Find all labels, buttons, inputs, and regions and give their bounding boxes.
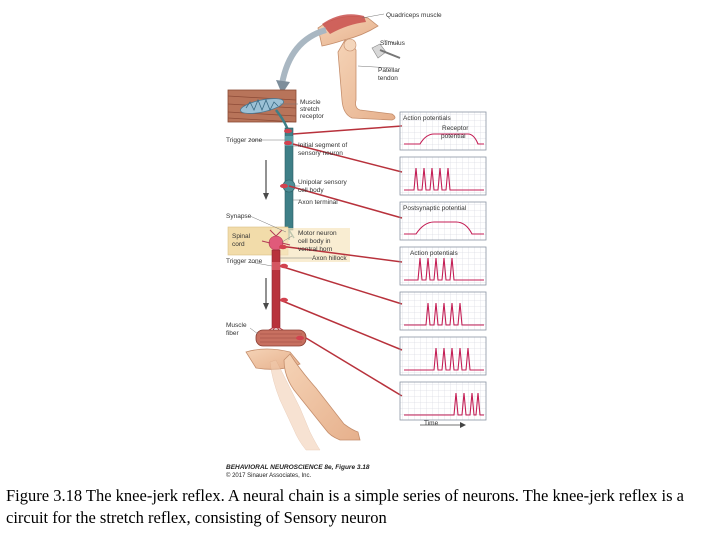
label-time: Time (424, 420, 439, 427)
label-spinal: Spinal (232, 233, 251, 240)
stretch-receptor-illustration (228, 90, 296, 122)
label-receptor: receptor (300, 113, 324, 120)
figure-credit-title: BEHAVIORAL NEUROSCIENCE 8e, Figure 3.18 (226, 464, 370, 471)
label-cell-body: cell body (298, 187, 324, 194)
label-unipolar-sensory: Unipolar sensory (298, 179, 347, 186)
label-synapse: Synapse (226, 213, 252, 220)
lower-leg-illustration (246, 349, 360, 450)
label-motor-neuron: Motor neuron (298, 230, 337, 237)
label-fiber: fiber (226, 330, 239, 337)
panel-sensory-action-potentials (400, 157, 486, 195)
zoom-arrow (282, 30, 326, 84)
label-action-potentials-motor: Action potentials (410, 250, 458, 257)
label-stimulus: Stimulus (380, 40, 405, 47)
motor-neuron-axon (272, 250, 280, 328)
label-stretch: stretch (300, 106, 320, 113)
label-muscle-stretch: Muscle (300, 99, 321, 106)
label-receptor-word: Receptor (442, 125, 469, 132)
label-patellar: Patellar (378, 67, 401, 74)
figure-credit-copyright: © 2017 Sinauer Associates, Inc. (226, 473, 312, 479)
label-tendon: tendon (378, 75, 398, 82)
label-axon-hillock: Axon hillock (312, 255, 347, 262)
label-cell-body-in: cell body in (298, 238, 331, 245)
label-axon-terminal: Axon terminal (298, 199, 338, 206)
label-potential-word: potential (441, 133, 466, 140)
label-quadriceps-muscle: Quadriceps muscle (386, 12, 442, 19)
label-sensory-neuron: sensory neuron (298, 150, 343, 157)
label-ventral-horn: ventral horn (298, 246, 333, 253)
label-postsynaptic-potential: Postsynaptic potential (403, 205, 467, 212)
label-initial-segment: Initial segment of (298, 142, 348, 149)
label-trigger-zone-bottom: Trigger zone (226, 258, 263, 265)
label-action-potentials-top: Action potentials (403, 115, 451, 122)
label-cord: cord (232, 241, 245, 248)
label-trigger-zone-top: Trigger zone (226, 137, 263, 144)
label-muscle: Muscle (226, 322, 247, 329)
figure-caption: Figure 3.18 The knee-jerk reflex. A neural chain is a simple series of neurons. The knee-jerk reflex is a circuit for the stretch reflex, consisting of Sensory neuron (6, 486, 684, 527)
